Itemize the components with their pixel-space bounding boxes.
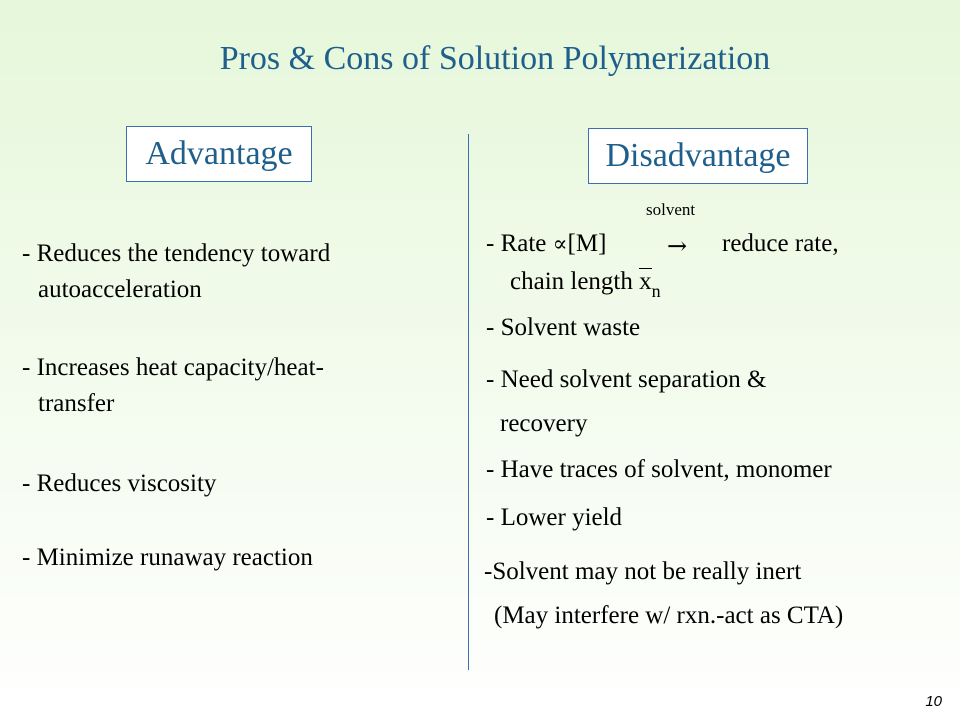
disadvantage-heading: Disadvantage: [588, 128, 808, 184]
disadvantage-rate-line: [486, 230, 606, 258]
disadvantage-item-separation-cont: recovery: [500, 410, 588, 437]
disadvantage-item-lower-yield: - Lower yield: [486, 504, 623, 531]
arrow-right-icon: →: [667, 232, 688, 260]
disadvantage-item-inert: -Solvent may not be really inert: [484, 558, 802, 585]
slide-title: Pros & Cons of Solution Polymerization: [219, 40, 771, 77]
solvent-annotation: solvent: [646, 200, 696, 219]
advantage-item-2-cont: transfer: [38, 390, 115, 417]
disadvantage-item-solvent-waste: - Solvent waste: [486, 314, 641, 341]
rate-effect: reduce rate,: [722, 230, 839, 257]
chain-length-line: [510, 268, 661, 302]
advantage-item-1-cont: autoacceleration: [38, 276, 202, 303]
advantage-item-2: - Increases heat capacity/heat-: [22, 354, 324, 381]
column-divider: [468, 134, 469, 670]
proportional-icon: ∝: [552, 232, 568, 257]
monomer-concentration: [M]: [567, 230, 607, 257]
x-bar-variable: x: [639, 268, 652, 295]
disadvantage-item-inert-cont: (May interfere w/ rxn.-act as CTA): [494, 602, 844, 629]
disadvantage-item-separation: - Need solvent separation &: [486, 366, 767, 393]
x-subscript: n: [651, 281, 661, 301]
advantage-heading: Advantage: [126, 126, 312, 182]
advantage-item-3: - Reduces viscosity: [22, 470, 217, 497]
page-number: 10: [925, 693, 942, 710]
chain-length-label: chain length: [510, 268, 640, 295]
rate-prefix: - Rate: [486, 230, 553, 257]
disadvantage-item-traces: - Have traces of solvent, monomer: [486, 456, 832, 483]
advantage-item-4: - Minimize runaway reaction: [22, 544, 313, 571]
advantage-item-1: - Reduces the tendency toward: [22, 240, 331, 267]
